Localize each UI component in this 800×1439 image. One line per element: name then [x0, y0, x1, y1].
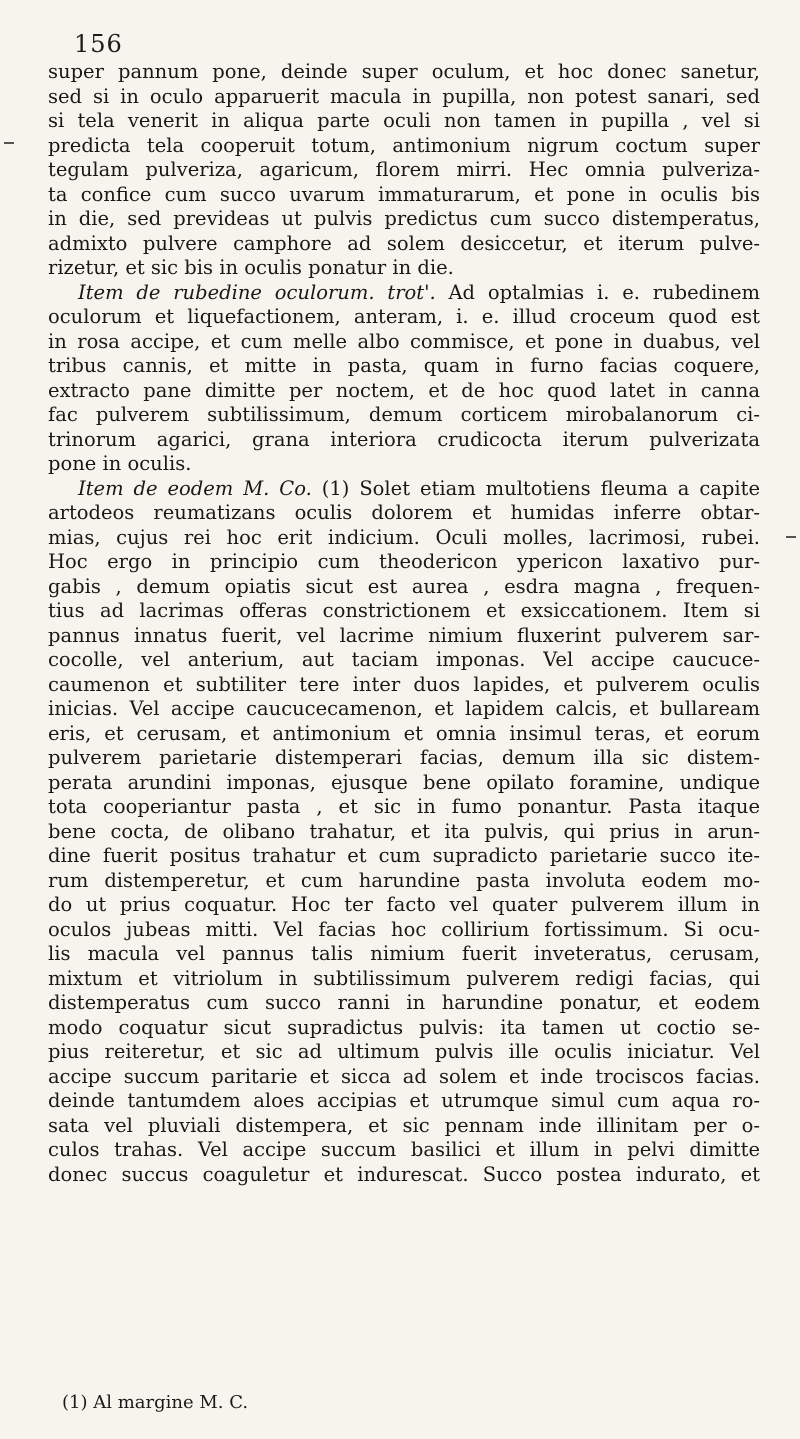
text-line: fac pulverem subtilissimum, demum corticem mirobalanorum ci- — [48, 403, 760, 426]
text-line: deinde tantumdem aloes accipias et utrumque simul cum aqua ro- — [48, 1089, 760, 1112]
section-heading-line — [48, 281, 760, 306]
text-line: pone in oculis. — [48, 452, 192, 475]
text-line: dine fuerit positus trahatur et cum supradicto parietarie succo ite- — [48, 844, 760, 867]
text-line: si tela venerit in aliqua parte oculi non tamen in pupilla , vel si — [48, 109, 760, 132]
section-heading: Item de rubedine oculorum. trot'. — [78, 280, 436, 304]
body-text — [48, 60, 760, 1187]
text-line: sata vel pluviali distempera, et sic pennam inde illinitam per o- — [48, 1113, 760, 1137]
text-line: rum distemperetur, et cum harundine pasta involuta eodem mo- — [48, 868, 760, 892]
text-line: tribus cannis, et mitte in pasta, quam in furno facias coquere, — [48, 354, 760, 377]
margin-dash — [4, 142, 14, 144]
text-line: oculorum et liquefactionem, anteram, i. e. illud croceum quod est — [48, 305, 760, 328]
text-line: Hoc ergo in principio cum theodericon ypericon laxativo pur- — [48, 550, 760, 573]
text-line: admixto pulvere camphore ad solem desiccetur, et iterum pulve- — [48, 231, 760, 255]
text-line: extracto pane dimitte per noctem, et de hoc quod latet in canna — [48, 378, 760, 402]
text-line: modo coquatur sicut supradictus pulvis: ita tamen ut coctio se- — [48, 1015, 760, 1039]
text-line: tegulam pulveriza, agaricum, florem mirri. Hec omnia pulveriza- — [48, 158, 760, 181]
text-line: gabis , demum opiatis sicut est aurea , esdra magna , frequen- — [48, 574, 760, 598]
text-line: tius ad lacrimas offeras constrictionem et exsiccationem. Item si — [48, 599, 760, 622]
text-line: pius reiteretur, et sic ad ultimum pulvis ille oculis iniciatur. Vel — [48, 1040, 760, 1063]
text-line: inicias. Vel accipe caucucecamenon, et lapidem calcis, et bullaream — [48, 697, 760, 720]
text-line: culos trahas. Vel accipe succum basilici et illum in pelvi dimitte — [48, 1138, 760, 1161]
text-line: lis macula vel pannus talis nimium fuerit inveteratus, cerusam, — [48, 942, 760, 965]
text-line: predicta tela cooperuit totum, antimonium nigrum coctum super — [48, 133, 760, 157]
text-line: tota cooperiantur pasta , et sic in fumo ponantur. Pasta itaque — [48, 795, 760, 818]
text-line: mias, cujus rei hoc erit indicium. Oculi molles, lacrimosi, rubei. — [48, 525, 760, 549]
text-line: mixtum et vitriolum in subtilissimum pulverem redigi facias, qui — [48, 966, 760, 990]
text-line: cocolle, vel anterium, aut taciam imponas. Vel accipe caucuce- — [48, 648, 760, 671]
text-line: distemperatus cum succo ranni in harundine ponatur, et eodem — [48, 991, 760, 1014]
text-fragment: (1) Solet etiam multotiens fleuma a capite — [311, 476, 760, 500]
text-line: super pannum pone, deinde super oculum, et hoc donec sanetur, — [48, 60, 760, 83]
text-line: caumenon et subtiliter tere inter duos lapides, et pulverem oculis — [48, 672, 760, 696]
text-line: in rosa accipe, et cum melle albo commisce, et pone in duabus, vel — [48, 329, 760, 353]
text-line: ta confice cum succo uvarum immaturarum, et pone in oculis bis — [48, 182, 760, 206]
text-line: in die, sed prevideas ut pulvis predictus cum succo distemperatus, — [48, 207, 760, 230]
text-line: trinorum agarici, grana interiora crudicocta iterum pulverizata — [48, 427, 760, 451]
text-line: rizetur, et sic bis in oculis ponatur in die. — [48, 256, 454, 279]
text-line: pulverem parietarie distemperari facias, demum illa sic distem- — [48, 746, 760, 769]
margin-dash — [786, 536, 796, 538]
text-line: eris, et cerusam, et antimonium et omnia insimul teras, et eorum — [48, 721, 760, 745]
text-line: oculos jubeas mitti. Vel facias hoc collirium fortissimum. Si ocu- — [48, 917, 760, 941]
text-line: bene cocta, de olibano trahatur, et ita pulvis, qui prius in arun- — [48, 819, 760, 843]
text-line: do ut prius coquatur. Hoc ter facto vel quater pulverem illum in — [48, 893, 760, 916]
text-line: accipe succum paritarie et sicca ad solem et inde trociscos facias. — [48, 1064, 760, 1088]
text-line: perata arundini imponas, ejusque bene opilato foramine, undique — [48, 770, 760, 794]
text-line: artodeos reumatizans oculis dolorem et humidas inferre obtar- — [48, 501, 760, 524]
text-line: sed si in oculo apparuerit macula in pupilla, non potest sanari, sed — [48, 84, 760, 108]
footnote: (1) Al margine M. C. — [62, 1392, 249, 1413]
section-heading-line — [48, 477, 760, 502]
text-fragment: Ad optalmias i. e. rubedinem — [435, 280, 760, 304]
section-heading: Item de eodem M. Co. — [78, 476, 312, 500]
text-line: donec succus coaguletur et indurescat. Succo postea indurato, et — [48, 1162, 760, 1186]
text-line: pannus innatus fuerit, vel lacrime nimium fluxerint pulverem sar- — [48, 623, 760, 647]
page-number: 156 — [74, 30, 123, 58]
